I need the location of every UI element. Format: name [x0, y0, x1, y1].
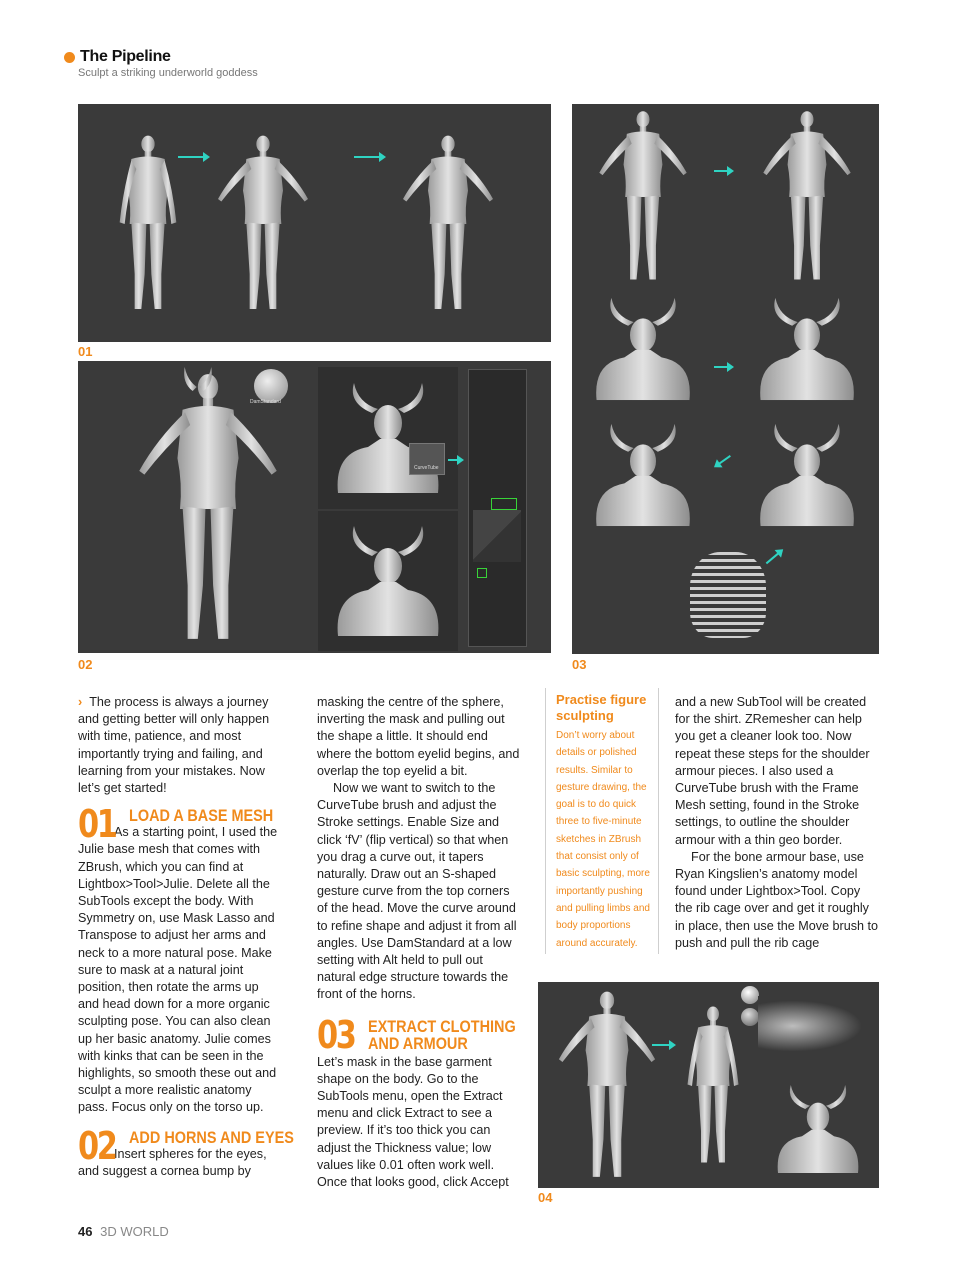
horned-head-render: [762, 1074, 874, 1184]
orange-bullet-icon: [64, 52, 75, 63]
head-back-render: [318, 511, 458, 651]
column-2: [317, 694, 523, 1191]
figure-02-caption: 02: [78, 657, 93, 672]
julie-t-pose-figure: [213, 116, 313, 332]
arrow-icon: [354, 156, 384, 158]
paragraph: and a new SubTool will be created for the shirt. ZRemesher can help you get a cleaner look too. Now repeat these steps for the shoulder armour pieces. I also used a CurveTube brush with the Frame Mesh setting, found in the Stroke settings, to outline the shoulder armour with a thin geo border.: [675, 695, 870, 847]
horned-t-pose-figure: [742, 108, 872, 286]
step-01-title: LOAD A BASE MESH: [128, 806, 274, 826]
tip-body: Don’t worry about details or polished results. Similar to gesture drawing, the goal is to do quick three to five-minute sketches in ZBrush that consist only of basic sculpting, more importantly pushing and pulling limbs and body proportions around accurately.: [556, 730, 650, 949]
column-4: [675, 694, 880, 952]
shirt-bust-render: [742, 294, 872, 404]
julie-a-pose-figure: [98, 116, 198, 332]
step-02-text: Insert spheres for the eyes, and suggest a cornea bump by: [78, 1146, 267, 1178]
curve-mode-highlight: [491, 498, 517, 510]
julie-refined-figure: [398, 116, 498, 332]
column-divider: [658, 688, 659, 954]
arrow-icon: [715, 455, 731, 467]
shoulder-armour-render: [758, 996, 874, 1056]
fv-toggle-highlight: [477, 568, 487, 578]
armour-bust-render: [578, 416, 708, 534]
paragraph: masking the centre of the sphere, inverting the mask and pulling out the shape a little. It should end where the bottom eyelid begins, and overlap the top eyelid a bit.: [317, 695, 520, 778]
step-01-text: As a starting point, I used the Julie base mesh that comes with ZBrush, which you can find at Lightbox>Tool>Julie. Delete all the SubTools except the body. With Symmetry on, use Mask Lasso and Transpose to adjust her arms and neck to a more natural pose. Make sure to mask at a natural joint position, then rotate the arms up and head down for a more organic sculpting pose. You can also clean up her basic anatomy. Julie comes with kinks that can be seen in the highlights, so smooth these out and sculpt a more realistic anatomy pass. Focus only on the torso up.: [78, 825, 278, 1115]
chevron-right-icon: ›: [78, 695, 83, 709]
arrow-icon: [448, 459, 462, 461]
figure-03-caption: 03: [572, 657, 587, 672]
step-02-title: ADD HORNS AND EYES: [128, 1127, 294, 1147]
intro-paragraph: › The process is always a journey and getting better will only happen with time, patience, and most importantly trying and failing, and learning from your mistakes. Now let’s get started!: [78, 695, 270, 796]
column-1: [78, 694, 294, 1180]
horned-full-body-figure: [98, 369, 318, 649]
brush-label-damstandard: DamStandard: [250, 399, 281, 405]
tip-title: Practise figure sculpting: [556, 692, 647, 723]
head-front-render: [318, 367, 458, 509]
page-header: [64, 48, 258, 79]
section-subtitle: Sculpt a striking underworld goddess: [78, 67, 258, 79]
figure-04-image: [538, 982, 879, 1188]
horned-t-pose-figure: [578, 108, 708, 286]
figure-04-caption: 04: [538, 1190, 553, 1205]
arrow-icon: [766, 550, 783, 564]
arrow-icon: [714, 366, 732, 368]
magazine-name: 3D WORLD: [100, 1224, 169, 1239]
arrow-icon: [178, 156, 208, 158]
figure-01-caption: 01: [78, 344, 93, 359]
material-sphere-icon: [741, 986, 759, 1004]
shirt-bust-render: [578, 294, 708, 404]
step-03-number: 03: [317, 1012, 355, 1057]
material-sphere-icon: [741, 1008, 759, 1026]
paragraph: Now we want to switch to the CurveTube brush and adjust the Stroke settings. Enable Size and click ‘fV’ (flip vertical) so that when you drag a curve out, it tapers naturally. Draw out an S-shaped gesture curve from the top corners of the head. Move the curve around to refine shape and adjust it from all angles. Use DamStandard at a low setting with Alt held to pull out natural edge structure towards the front of the horns.: [317, 781, 517, 1002]
damstandard-brush-icon: [254, 369, 288, 403]
horns-icon: [178, 365, 218, 393]
column-divider: [545, 688, 546, 954]
step-03-heading: [317, 1012, 523, 1057]
brush-label-curvetube: CurveTube: [414, 465, 439, 471]
page-number: 46: [78, 1224, 93, 1239]
arrow-icon: [652, 1044, 674, 1046]
paragraph: For the bone armour base, use Ryan Kingslien’s anatomy model found under Lightbox>Tool. Copy the rib cage over and get it roughly in place, then use the Move brush to push and pull the rib cage: [675, 849, 879, 950]
step-03-title-line-1: EXTRACT CLOTHING: [367, 1016, 516, 1036]
figure-01-image: [78, 104, 551, 342]
stroke-settings-panel[interactable]: [468, 369, 527, 647]
arrow-icon: [714, 170, 732, 172]
curve-graph: [473, 510, 521, 562]
tip-box: [556, 692, 651, 952]
page-footer: [78, 1224, 169, 1239]
step-02-number: 02: [78, 1123, 116, 1168]
rib-cage-render: [690, 552, 766, 638]
step-03-text: Let’s mask in the base garment shape on the body. Go to the SubTools menu, open the Extract menu and click Extract to see a preview. If it’s too thick you can adjust the Thickness value; low values like 0.01 often work well. Once that looks good, click Accept: [317, 1054, 509, 1190]
step-01-number: 01: [78, 802, 116, 847]
figure-02-image: [78, 361, 551, 653]
armoured-t-pose-figure: [542, 988, 672, 1184]
section-title: The Pipeline: [80, 48, 171, 65]
step-03-title-line-2: AND ARMOUR: [367, 1033, 468, 1053]
figure-03-image: [572, 104, 879, 654]
armour-bust-render: [742, 416, 872, 534]
